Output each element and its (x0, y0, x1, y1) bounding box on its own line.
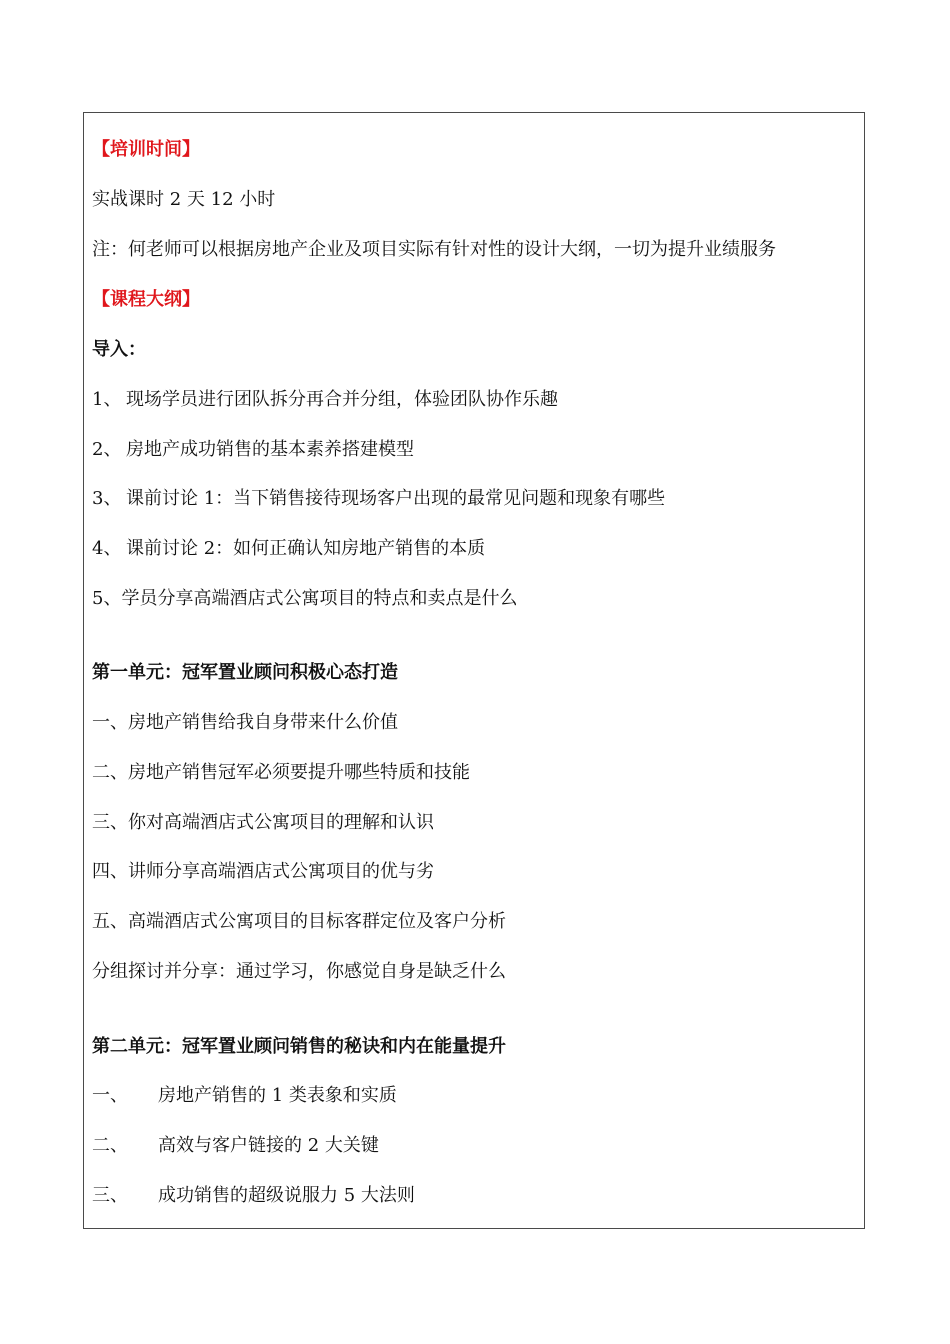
intro-item-text: 现场学员进行团队拆分再合并分组，体验团队协作乐趣 (126, 389, 558, 410)
intro-title: 导入： (92, 339, 146, 360)
intro-item-number: 2、 (92, 439, 122, 460)
intro-item-3 (92, 487, 665, 511)
unit1-item-3: 三、你对高端酒店式公寓项目的理解和认识 (92, 812, 434, 833)
training-time-heading: 【培训时间】 (92, 139, 200, 160)
training-duration: 实战课时 2 天 12 小时 (92, 189, 276, 210)
intro-item-2 (92, 438, 414, 462)
intro-item-text: 课前讨论 1：当下销售接待现场客户出现的最常见问题和现象有哪些 (126, 488, 666, 509)
outline-heading: 【课程大纲】 (92, 289, 200, 310)
unit1-title: 第一单元：冠军置业顾问积极心态打造 (92, 662, 398, 683)
unit2-item-3 (92, 1184, 415, 1208)
intro-item-number: 3、 (92, 488, 122, 509)
training-note: 注：何老师可以根据房地产企业及项目实际有针对性的设计大纲，一切为提升业绩服务 (92, 239, 776, 260)
unit2-item-2 (92, 1134, 379, 1158)
unit2-item-1 (92, 1084, 397, 1108)
unit1-item-5: 五、高端酒店式公寓项目的目标客群定位及客户分析 (92, 911, 506, 932)
unit2-item-number: 一、 (92, 1085, 128, 1106)
unit2-item-text: 房地产销售的 1 类表象和实质 (158, 1085, 397, 1106)
unit1-item-2: 二、房地产销售冠军必须要提升哪些特质和技能 (92, 762, 470, 783)
unit1-item-4: 四、讲师分享高端酒店式公寓项目的优与劣 (92, 861, 434, 882)
unit2-item-number: 二、 (92, 1135, 128, 1156)
intro-item-5: 5、学员分享高端酒店式公寓项目的特点和卖点是什么 (92, 588, 518, 609)
unit2-item-text: 高效与客户链接的 2 大关键 (158, 1135, 379, 1156)
intro-item-number: 4、 (92, 538, 122, 559)
intro-item-text: 课前讨论 2：如何正确认知房地产销售的本质 (126, 538, 486, 559)
intro-item-4 (92, 537, 485, 561)
unit2-item-text: 成功销售的超级说服力 5 大法则 (158, 1185, 415, 1206)
unit2-item-number: 三、 (92, 1185, 128, 1206)
intro-item-number: 1、 (92, 389, 122, 410)
unit1-item-1: 一、房地产销售给我自身带来什么价值 (92, 712, 398, 733)
intro-item-1 (92, 388, 558, 412)
intro-item-text: 房地产成功销售的基本素养搭建模型 (126, 439, 414, 460)
unit2-title: 第二单元：冠军置业顾问销售的秘诀和内在能量提升 (92, 1036, 506, 1057)
unit1-discussion: 分组探讨并分享：通过学习，你感觉自身是缺乏什么 (92, 961, 506, 982)
